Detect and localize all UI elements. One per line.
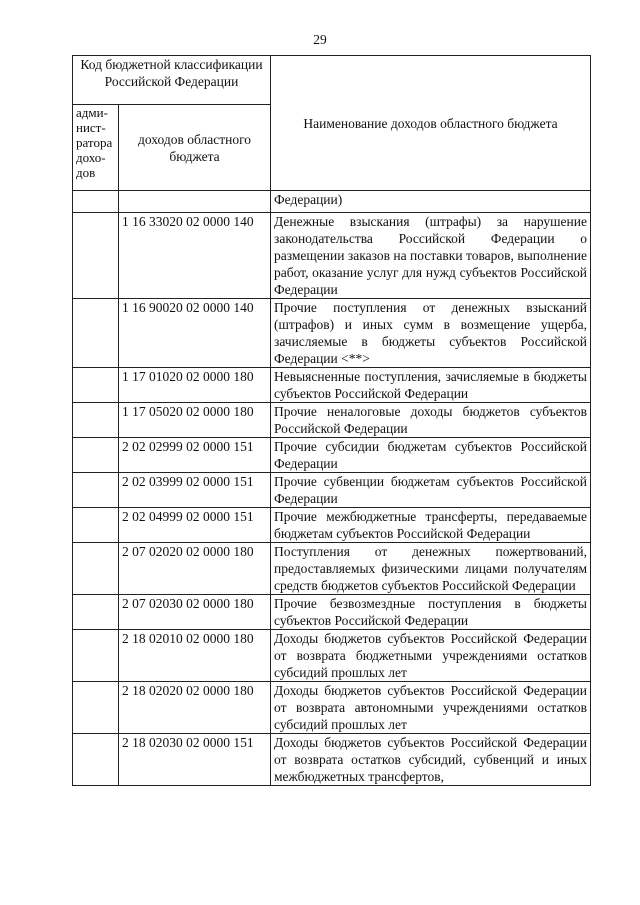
admin-cell (73, 213, 119, 299)
code-cell: 2 07 02030 02 0000 180 (119, 595, 271, 630)
admin-cell (73, 595, 119, 630)
code-cell: 2 18 02030 02 0000 151 (119, 734, 271, 786)
admin-cell (73, 403, 119, 438)
continuation-row (73, 191, 591, 213)
table-row (73, 630, 591, 682)
income-code-header: доходов областного бюджета (119, 105, 271, 191)
name-cell: Денежные взыскания (штрафы) за нарушение законодательства Российской Федерации о размещении заказов на поставки товаров, выполнение работ, оказание услуг для нужд субъектов Российской Федерации (271, 213, 591, 299)
administrator-header: адми-нист-ратора дохо-дов (73, 105, 119, 191)
table-row (73, 734, 591, 786)
name-cell: Прочие субвенции бюджетам субъектов Российской Федерации (271, 473, 591, 508)
name-cell: Прочие безвозмездные поступления в бюджеты субъектов Российской Федерации (271, 595, 591, 630)
name-cell: Прочие поступления от денежных взысканий (штрафов) и иных сумм в возмещение ущерба, зачисляемые в бюджеты субъектов Российской Федерации <**> (271, 299, 591, 368)
name-header: Наименование доходов областного бюджета (271, 56, 591, 191)
table-row (73, 368, 591, 403)
code-cell: 2 02 02999 02 0000 151 (119, 438, 271, 473)
code-cell: 1 16 33020 02 0000 140 (119, 213, 271, 299)
admin-cell (73, 543, 119, 595)
admin-cell (73, 734, 119, 786)
code-cell: 1 16 90020 02 0000 140 (119, 299, 271, 368)
code-cell: 2 02 03999 02 0000 151 (119, 473, 271, 508)
admin-cell (73, 438, 119, 473)
name-cell: Прочие неналоговые доходы бюджетов субъектов Российской Федерации (271, 403, 591, 438)
table-body (73, 191, 591, 786)
code-cell: 1 17 01020 02 0000 180 (119, 368, 271, 403)
table-row (73, 438, 591, 473)
table-header (73, 56, 591, 191)
code-cell: 1 17 05020 02 0000 180 (119, 403, 271, 438)
admin-cell (73, 191, 119, 213)
admin-cell (73, 508, 119, 543)
table-row (73, 543, 591, 595)
page-number: 29 (313, 32, 327, 47)
name-cell: Прочие субсидии бюджетам субъектов Российской Федерации (271, 438, 591, 473)
table-row (73, 403, 591, 438)
admin-cell (73, 630, 119, 682)
admin-cell (73, 473, 119, 508)
name-cell: Доходы бюджетов субъектов Российской Федерации от возврата автономными учреждениями остатков субсидий прошлых лет (271, 682, 591, 734)
budget-classification-table (72, 55, 591, 786)
name-cell: Поступления от денежных пожертвований, предоставляемых физическими лицами получателям средств бюджетов субъектов Российской Федерации (271, 543, 591, 595)
name-cell: Доходы бюджетов субъектов Российской Федерации от возврата бюджетными учреждениями остатков субсидий прошлых лет (271, 630, 591, 682)
code-cell: 2 07 02020 02 0000 180 (119, 543, 271, 595)
admin-cell (73, 299, 119, 368)
table-row (73, 508, 591, 543)
code-cell: 2 18 02010 02 0000 180 (119, 630, 271, 682)
table-row (73, 213, 591, 299)
name-cell: Доходы бюджетов субъектов Российской Федерации от возврата остатков субсидий, субвенций и иных межбюджетных трансфертов, (271, 734, 591, 786)
table-row (73, 299, 591, 368)
name-cell: Невыясненные поступления, зачисляемые в бюджеты субъектов Российской Федерации (271, 368, 591, 403)
admin-cell (73, 682, 119, 734)
code-cell: 2 18 02020 02 0000 180 (119, 682, 271, 734)
table-row (73, 473, 591, 508)
table-row (73, 595, 591, 630)
code-cell (119, 191, 271, 213)
classification-code-header: Код бюджетной классификации Российской Федерации (73, 56, 271, 105)
code-cell: 2 02 04999 02 0000 151 (119, 508, 271, 543)
name-cell: Прочие межбюджетные трансферты, передаваемые бюджетам субъектов Российской Федерации (271, 508, 591, 543)
name-cell: Федерации) (271, 191, 591, 213)
table-row (73, 682, 591, 734)
admin-cell (73, 368, 119, 403)
